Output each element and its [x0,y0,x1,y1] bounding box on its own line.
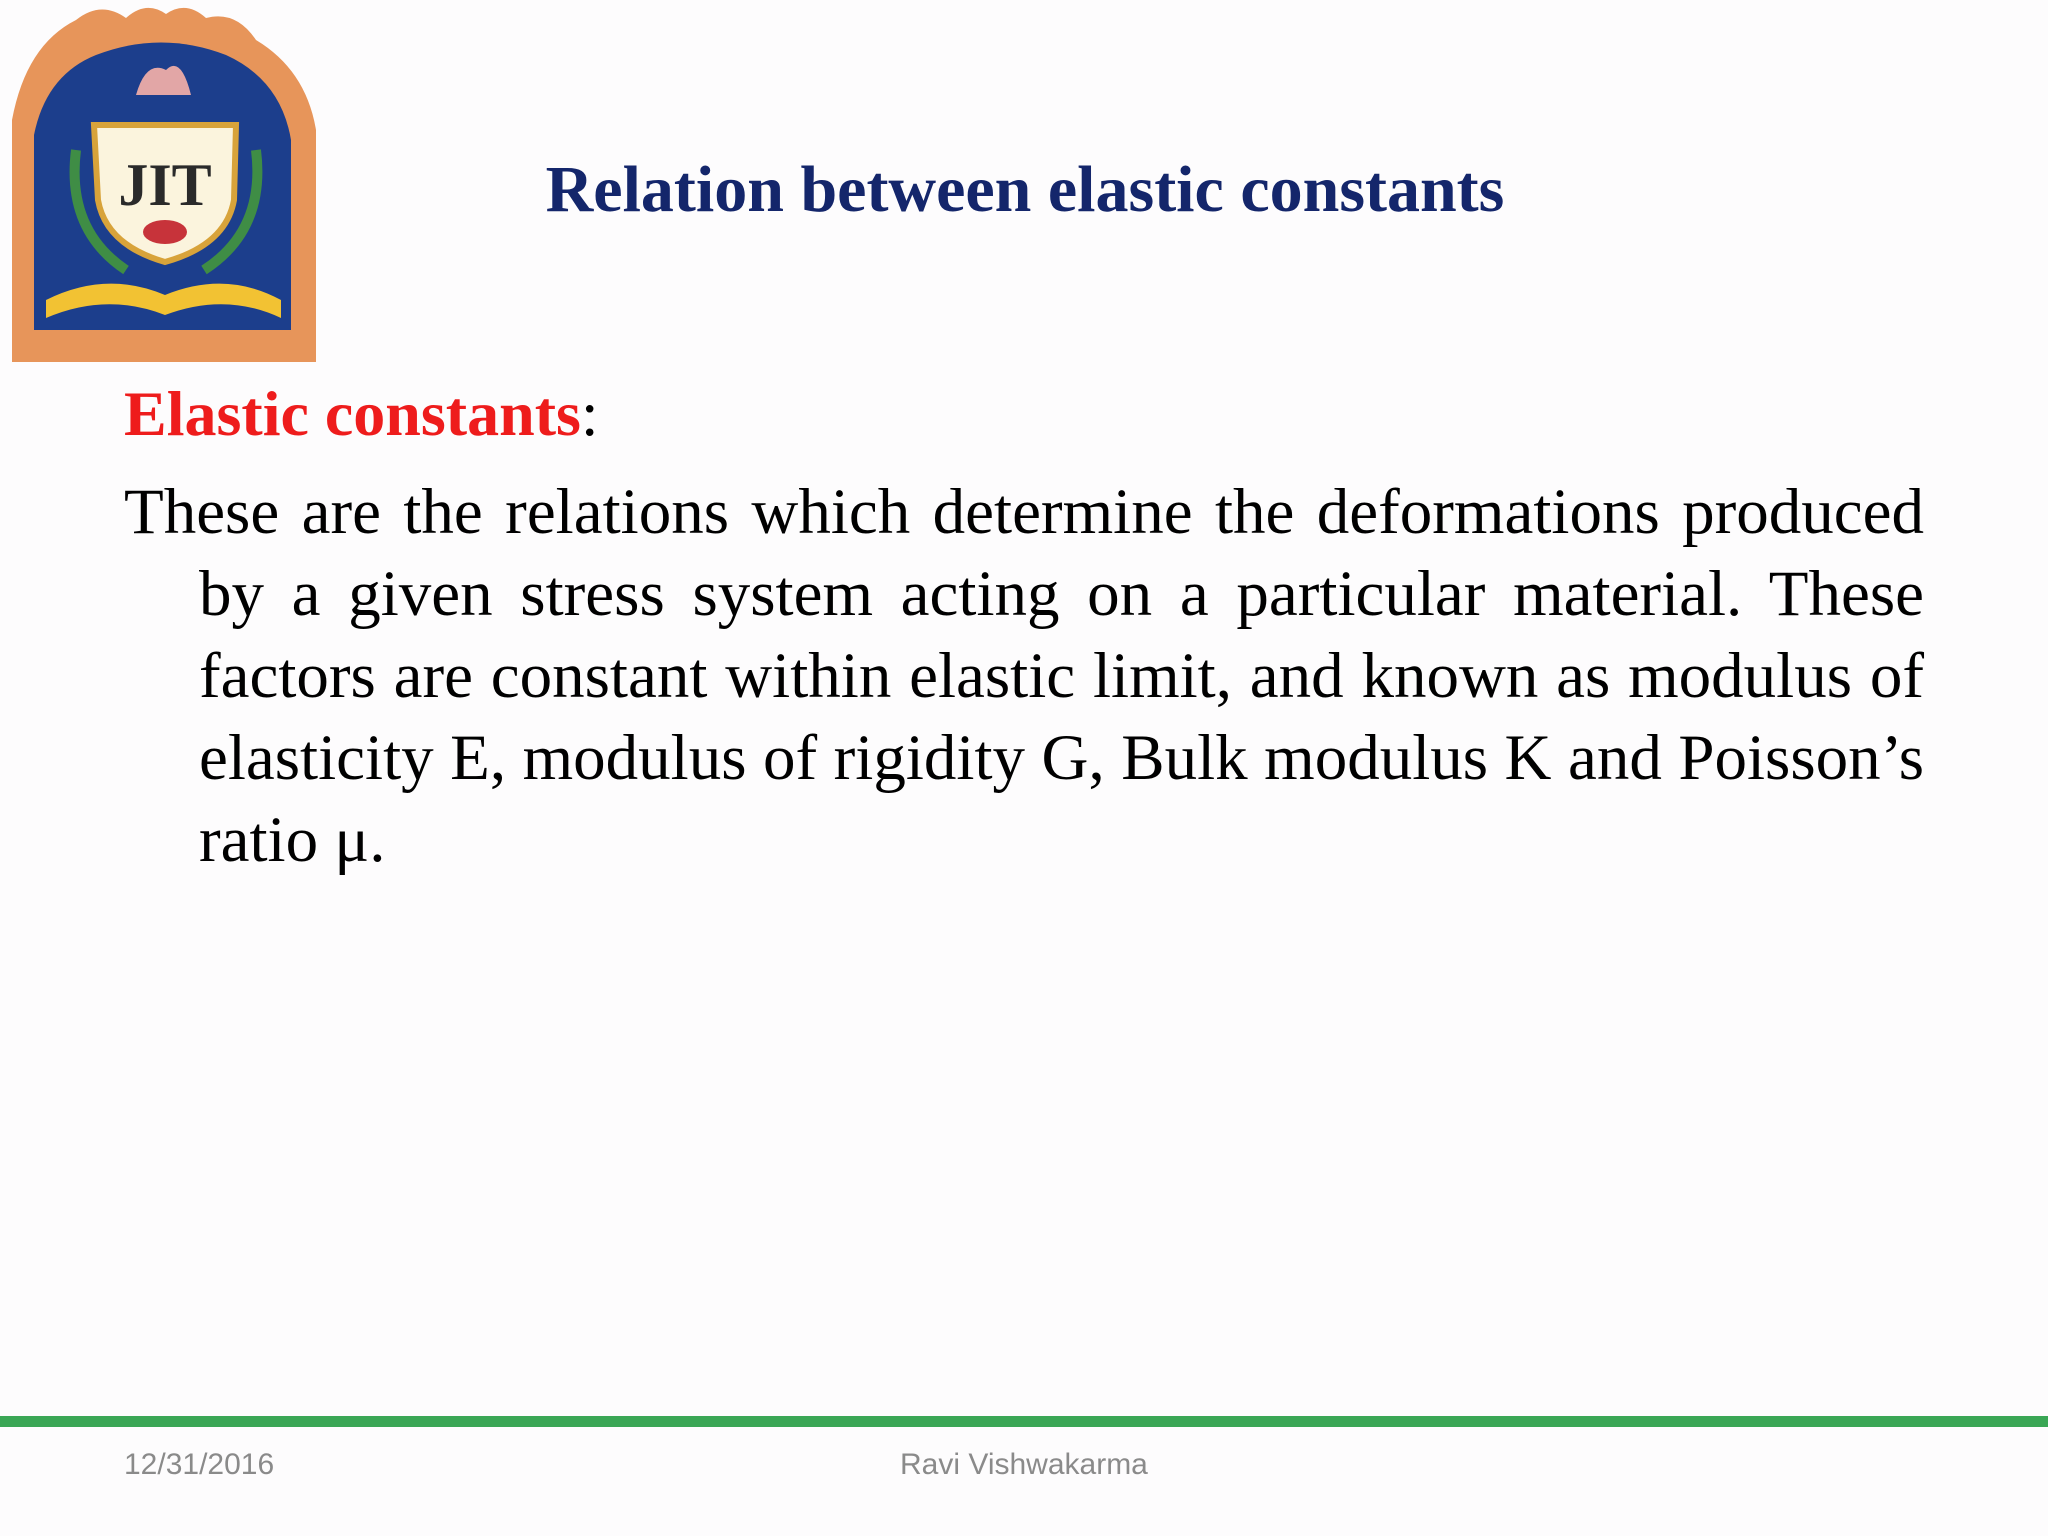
section-heading [124,374,599,454]
logo-monogram: JIT [118,152,212,218]
footer-date: 12/31/2016 [124,1448,275,1481]
institute-logo [6,0,316,362]
body-paragraph: These are the relations which determine the deformations produced by a given stress system acting on a particular material. These factors are constant within elastic limit, and known as modulus of elasticity E, modulus of rigidity G, Bulk modulus K and Poisson’s ratio μ. [124,476,1924,876]
footer-divider [0,1416,2048,1427]
section-heading-label: Elastic constants [124,378,581,449]
slide-title: Relation between elastic constants [545,153,1505,226]
section-heading-colon: : [580,378,599,449]
logo-emblem-red [143,220,187,244]
footer-author: Ravi Vishwakarma [900,1448,1148,1481]
